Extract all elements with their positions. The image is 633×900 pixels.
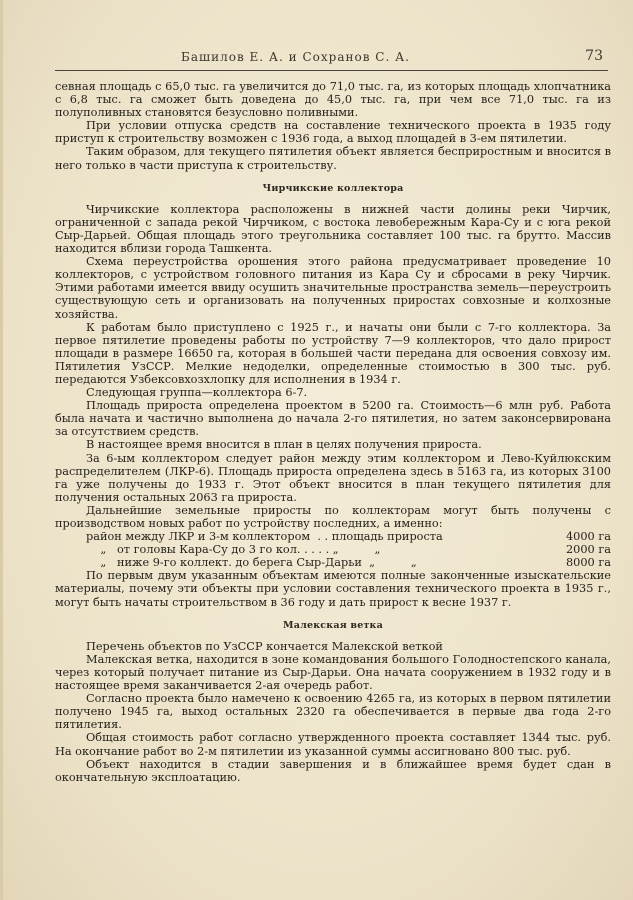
paragraph: Чирчикские коллектора расположены в нижней части долины реки Чирчик, ограниченной с запада рекой Чирчиком, с востока левобережным Кара-Су и с юга рекой Сыр-Дарьей. Общая площадь этого треугольника составляет 100 тыс. га брутто. Массив находится вблизи города Ташкента. [55, 202, 611, 256]
table-cell-value: 8000 га [566, 556, 611, 570]
paragraph: Согласно проекта было намечено к освоению 4265 га, из которых в первом пятилетии получено 1945 га, выход остальных 2320 га обеспечивается в первые два года 2-го пятилетия. [55, 692, 611, 732]
header-rule [55, 70, 608, 71]
paragraph: Дальнейшие земельные приросты по коллекторам могут быть получены с производством новых работ по устройству последних, а именно: [55, 503, 611, 530]
table-cell-label: „ ниже 9-го коллект. до берега Сыр-Дарьи „ „ [86, 556, 417, 570]
paragraph: Следующая группа—коллектора 6-7. [86, 386, 308, 400]
paragraph: севная площадь с 65,0 тыс. га увеличится до 71,0 тыс. га, из которых площадь хлопчатника с 6,8 тыс. га сможет быть доведена до 45,0 тыс. га, при чем все 71,0 тыс. га из полуполивных становятся безусловно поливными. [55, 80, 611, 120]
page-number: 73 [585, 48, 603, 64]
paragraph: Малекская ветка, находится в зоне командования большого Голодностепского канала, через который получает питание из Сыр-Дарьи. Она начата сооружением в 1932 году и в настоящее время заканчивается 2-ая очередь работ. [55, 652, 611, 693]
paragraph: Площадь прироста определена проектом в 5200 га. Стоимость—6 млн руб. Работа была начата и частично выполнена до начала 2-го пятилетия, но затем законсервирована за отсутствием средств. [55, 399, 611, 439]
paragraph: Схема переустройства орошения этого района предусматривает проведение 10 коллекторов, с устройством головного питания из Кара Су и сбросами в реку Чирчик. Этими работами имеется ввиду осушить значительные пространства земель—переустроить существующую сеть и организовать на полученных приростах совхозные и колхозные хозяйства. [55, 255, 611, 321]
paragraph: За 6-ым коллектором следует район между этим коллектором и Лево-Куйлюкским распределителем (ЛКР-6). Площадь прироста определена здесь в 5163 га, из которых 3100 га уже получены до 1933 г. Этот объект вносится в план текущего пятилетия для получения остальных 2063 га прироста. [55, 451, 611, 504]
table-row [86, 543, 611, 556]
table-cell-label: район между ЛКР и 3-м коллектором . . площадь прироста [86, 530, 443, 544]
paragraph: В настоящее время вносится в план в целях получения прироста. [86, 438, 482, 452]
paragraph: При условии отпуска средств на составление технического проекта в 1935 году приступ к строительству возможен с 1936 года, а выход площадей в 3-ем пятилетии. [55, 119, 611, 146]
paragraph: Объект находится в стадии завершения и в ближайшее время будет сдан в окончательную эксплоатацию. [55, 757, 611, 784]
increment-table [86, 530, 611, 569]
running-title: Башилов Е. А. и Сохранов С. А. [181, 50, 410, 64]
section-heading: Малекская ветка [283, 619, 383, 631]
table-cell-value: 2000 га [566, 543, 611, 557]
page-body [55, 80, 611, 784]
section-heading: Чирчикские коллектора [262, 182, 404, 194]
paragraph: К работам было приступлено с 1925 г., и начаты они были с 7-го коллектора. За первое пятилетие проведены работы по устройству 7—9 коллекторов, что дало прирост площади в размере 16650 га, которая в большей части передана для освоения совхозу им. Пятилетия УзССР. Мелкие недоделки, определенные стоимостью в 300 тыс. руб. передаются Узбексовхозхлопку для исполнения в 1934 г. [55, 320, 611, 386]
paragraph: Общая стоимость работ согласно утвержденного проекта составляет 1344 тыс. руб. На окончание работ во 2-м пятилетии из указанной суммы ассигновано 800 тыс. руб. [55, 731, 611, 758]
paragraph: Таким образом, для текущего пятилетия объект является бесприростным и вносится в него только в части приступа к строительству. [55, 145, 611, 172]
table-cell-value: 4000 га [566, 530, 611, 544]
table-row [86, 556, 611, 569]
table-cell-label: „ от головы Кара-Су до 3 го кол. . . . . „ „ [86, 543, 381, 557]
paragraph: Перечень объектов по УзССР кончается Малекской веткой [86, 639, 443, 653]
paragraph: По первым двум указанным объектам имеются полные законченные изыскательские материалы, почему эти объекты при условии составления технического проекта в 1935 г., могут быть начаты строительством в 36 году и дать прирост к весне 1937 г. [55, 569, 611, 609]
table-row [86, 530, 611, 543]
